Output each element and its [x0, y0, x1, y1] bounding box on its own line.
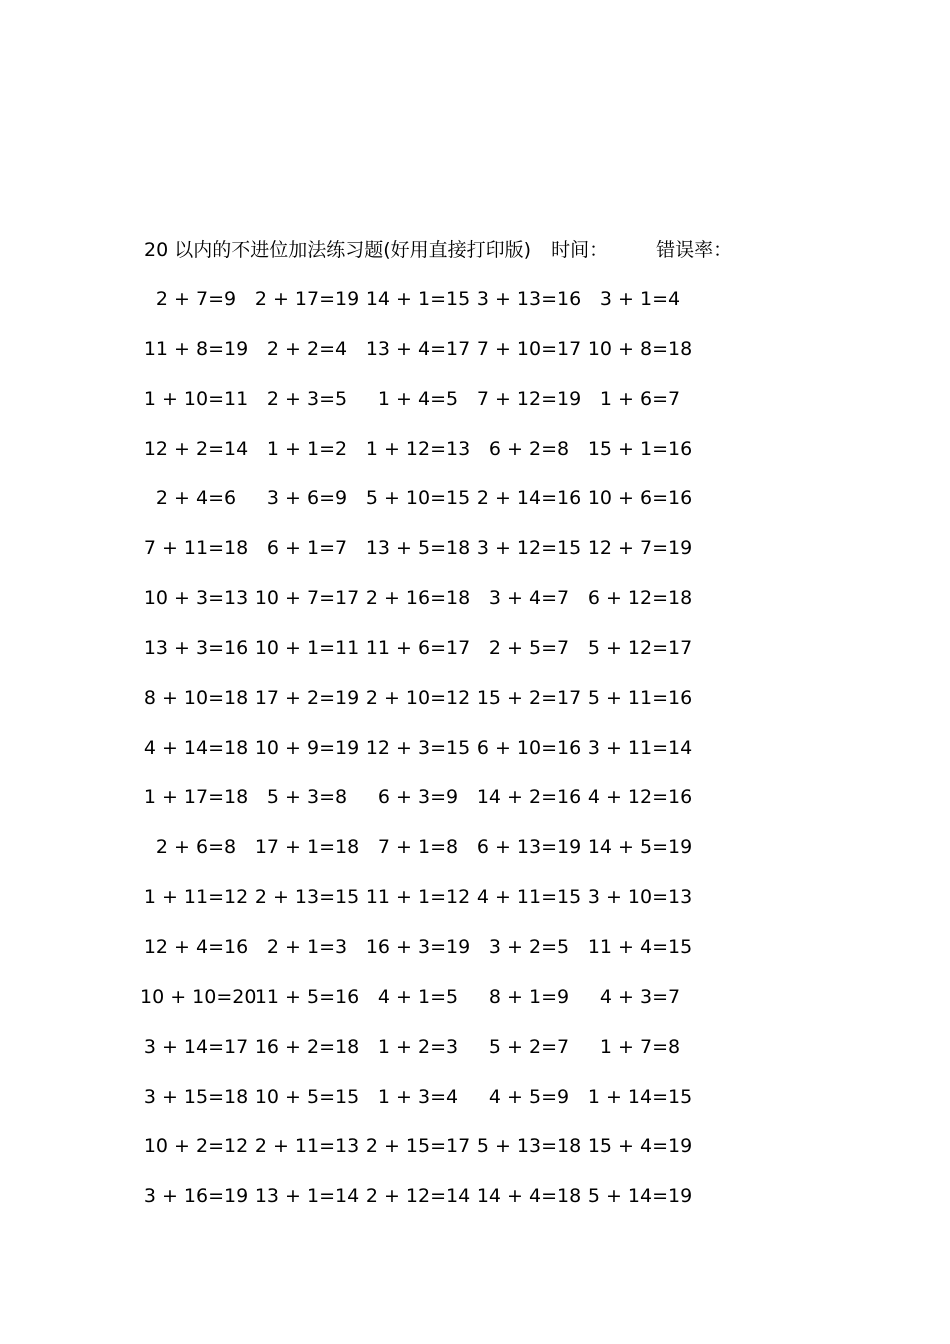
problem-row [0, 584, 950, 634]
addition-problem: 3 + 15=18 [143, 1085, 249, 1108]
addition-problem: 11 + 4=15 [587, 935, 693, 958]
addition-problem: 14 + 2=16 [476, 786, 582, 809]
addition-problem: 5 + 14=19 [587, 1185, 693, 1208]
addition-problem: 10 + 8=18 [587, 337, 693, 360]
addition-problem: 16 + 2=18 [254, 1035, 360, 1058]
problem-row [0, 634, 950, 684]
time-label: 时间： [551, 239, 609, 261]
addition-problem: 11 + 6=17 [365, 636, 471, 659]
addition-problem: 8 + 1=9 [488, 985, 570, 1008]
addition-problem: 4 + 12=16 [587, 786, 693, 809]
addition-problem: 3 + 4=7 [488, 587, 570, 610]
addition-problem: 2 + 15=17 [365, 1135, 471, 1158]
addition-problem: 10 + 3=13 [143, 587, 249, 610]
addition-problem: 3 + 1=4 [599, 288, 681, 310]
error-rate-label: 错误率： [656, 239, 733, 261]
addition-problem: 3 + 2=5 [488, 935, 570, 958]
addition-problem: 2 + 12=14 [365, 1185, 471, 1208]
problem-row [0, 1182, 950, 1232]
addition-problem: 7 + 12=19 [476, 387, 582, 410]
addition-problem: 1 + 2=3 [377, 1035, 459, 1058]
addition-problem: 2 + 6=8 [155, 836, 237, 859]
addition-problem: 10 + 9=19 [254, 736, 360, 759]
problem-row [0, 1033, 950, 1083]
addition-problem: 3 + 12=15 [476, 537, 582, 560]
addition-problem: 3 + 11=14 [587, 736, 693, 759]
addition-problem: 6 + 13=19 [476, 836, 582, 859]
addition-problem: 2 + 7=9 [155, 288, 237, 310]
addition-problem: 2 + 3=5 [266, 387, 348, 410]
addition-problem: 5 + 2=7 [488, 1035, 570, 1058]
problem-row [0, 883, 950, 933]
addition-problem: 6 + 3=9 [377, 786, 459, 809]
addition-problem: 2 + 16=18 [365, 587, 471, 610]
problem-row [0, 484, 950, 534]
worksheet-title: 20 以内的不进位加法练习题(好用直接打印版) [144, 239, 532, 261]
problem-row [0, 385, 950, 435]
addition-problem: 5 + 12=17 [587, 636, 693, 659]
addition-problem: 7 + 1=8 [377, 836, 459, 859]
addition-problem: 2 + 14=16 [476, 487, 582, 510]
problem-row [0, 783, 950, 833]
addition-problem: 14 + 5=19 [587, 836, 693, 859]
problem-row [0, 1083, 950, 1133]
addition-problem: 1 + 17=18 [143, 786, 249, 809]
addition-problem: 12 + 2=14 [143, 437, 249, 460]
addition-problem: 3 + 10=13 [587, 886, 693, 909]
addition-problem: 5 + 11=16 [587, 686, 693, 709]
addition-problem: 4 + 3=7 [599, 985, 681, 1008]
addition-problem: 6 + 1=7 [266, 537, 348, 560]
addition-problem: 10 + 5=15 [254, 1085, 360, 1108]
addition-problem: 6 + 2=8 [488, 437, 570, 460]
addition-problem: 11 + 5=16 [254, 985, 360, 1008]
addition-problem: 2 + 10=12 [365, 686, 471, 709]
problem-row [0, 933, 950, 983]
addition-problem: 2 + 17=19 [254, 288, 360, 310]
addition-problem: 2 + 11=13 [254, 1135, 360, 1158]
addition-problem: 1 + 4=5 [377, 387, 459, 410]
addition-problem: 16 + 3=19 [365, 935, 471, 958]
addition-problem: 3 + 6=9 [266, 487, 348, 510]
addition-problem: 13 + 3=16 [143, 636, 249, 659]
addition-problem: 10 + 7=17 [254, 587, 360, 610]
addition-problem: 1 + 1=2 [266, 437, 348, 460]
addition-problem: 1 + 10=11 [143, 387, 249, 410]
addition-problem: 12 + 7=19 [587, 537, 693, 560]
addition-problem: 4 + 1=5 [377, 985, 459, 1008]
addition-problem: 14 + 1=15 [365, 288, 471, 310]
addition-problem: 3 + 13=16 [476, 288, 582, 310]
addition-problem: 11 + 1=12 [365, 886, 471, 909]
addition-problem: 14 + 4=18 [476, 1185, 582, 1208]
addition-problem: 12 + 3=15 [365, 736, 471, 759]
problem-row [0, 1132, 950, 1182]
addition-problem: 17 + 1=18 [254, 836, 360, 859]
addition-problem: 10 + 2=12 [143, 1135, 249, 1158]
addition-problem: 15 + 4=19 [587, 1135, 693, 1158]
addition-problem: 1 + 7=8 [599, 1035, 681, 1058]
addition-problem: 1 + 14=15 [587, 1085, 693, 1108]
problem-row [0, 983, 950, 1033]
addition-problem: 2 + 1=3 [266, 935, 348, 958]
problem-row [0, 734, 950, 784]
addition-problem: 13 + 5=18 [365, 537, 471, 560]
addition-problem: 6 + 12=18 [587, 587, 693, 610]
addition-problem: 13 + 4=17 [365, 337, 471, 360]
addition-problem: 12 + 4=16 [143, 935, 249, 958]
addition-problem: 17 + 2=19 [254, 686, 360, 709]
problem-row [0, 285, 950, 335]
problem-grid [0, 285, 950, 1232]
addition-problem: 1 + 3=4 [377, 1085, 459, 1108]
addition-problem: 5 + 10=15 [365, 487, 471, 510]
addition-problem: 10 + 6=16 [587, 487, 693, 510]
addition-problem: 4 + 11=15 [476, 886, 582, 909]
addition-problem: 1 + 12=13 [365, 437, 471, 460]
addition-problem: 2 + 4=6 [155, 487, 237, 510]
addition-problem: 13 + 1=14 [254, 1185, 360, 1208]
addition-problem: 7 + 10=17 [476, 337, 582, 360]
addition-problem: 3 + 16=19 [143, 1185, 249, 1208]
problem-row [0, 335, 950, 385]
addition-problem: 10 + 10=20 [140, 985, 257, 1008]
addition-problem: 2 + 2=4 [266, 337, 348, 360]
problem-row [0, 435, 950, 485]
addition-problem: 10 + 1=11 [254, 636, 360, 659]
addition-problem: 8 + 10=18 [143, 686, 249, 709]
addition-problem: 1 + 6=7 [599, 387, 681, 410]
addition-problem: 11 + 8=19 [143, 337, 249, 360]
addition-problem: 15 + 2=17 [476, 686, 582, 709]
addition-problem: 6 + 10=16 [476, 736, 582, 759]
addition-problem: 4 + 14=18 [143, 736, 249, 759]
problem-row [0, 833, 950, 883]
addition-problem: 5 + 13=18 [476, 1135, 582, 1158]
addition-problem: 7 + 11=18 [143, 537, 249, 560]
addition-problem: 3 + 14=17 [143, 1035, 249, 1058]
addition-problem: 15 + 1=16 [587, 437, 693, 460]
addition-problem: 4 + 5=9 [488, 1085, 570, 1108]
addition-problem: 2 + 5=7 [488, 636, 570, 659]
addition-problem: 1 + 11=12 [143, 886, 249, 909]
worksheet-header [144, 236, 732, 264]
problem-row [0, 684, 950, 734]
addition-problem: 5 + 3=8 [266, 786, 348, 809]
addition-problem: 2 + 13=15 [254, 886, 360, 909]
problem-row [0, 534, 950, 584]
